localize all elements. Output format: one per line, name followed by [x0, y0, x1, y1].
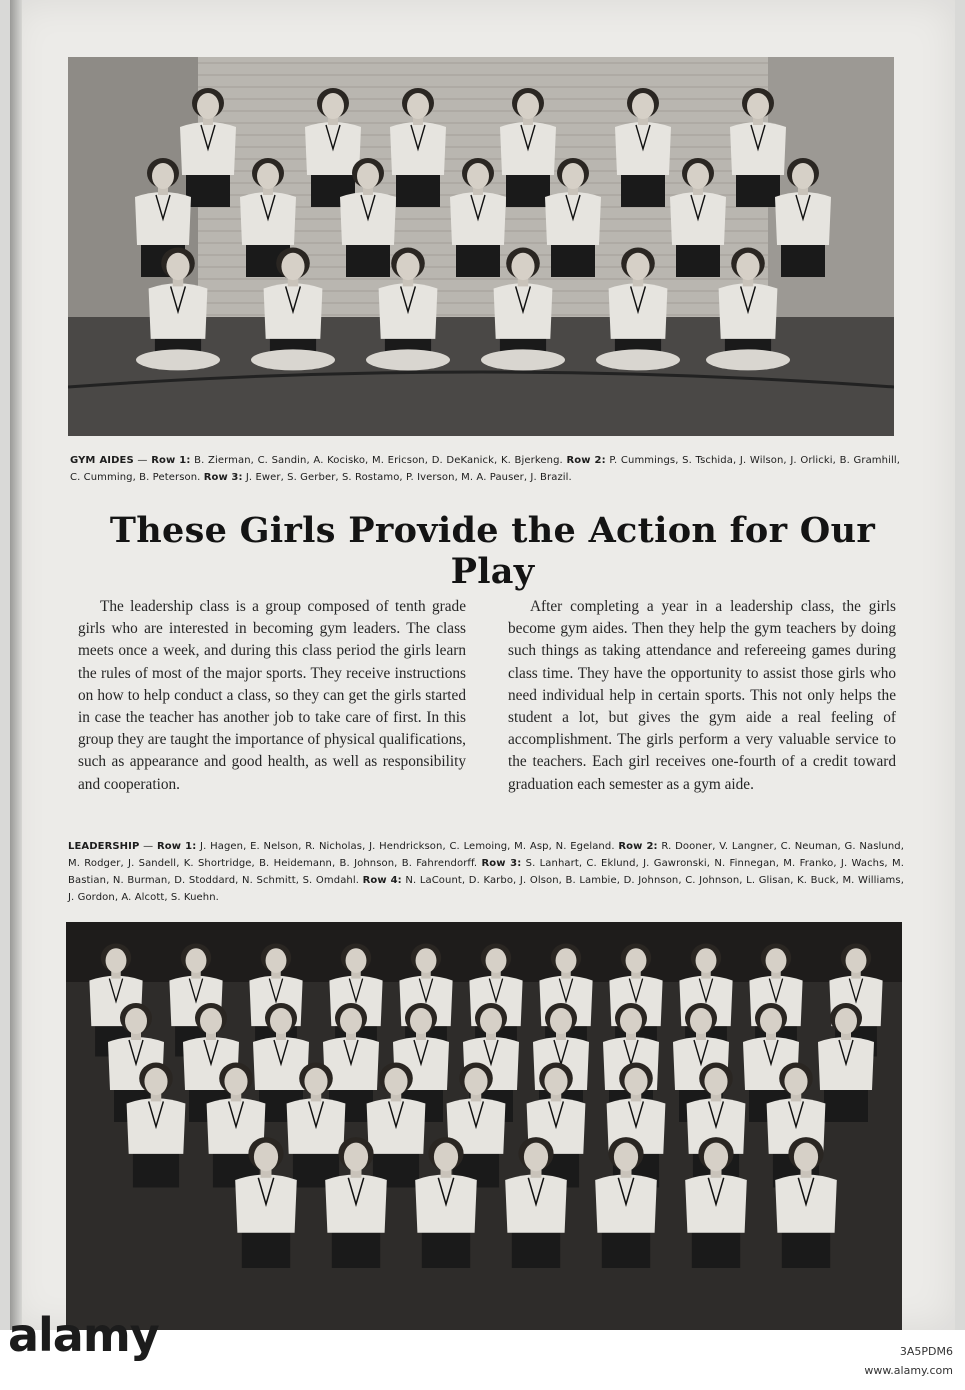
caption-row2: P. Cummings, S. Tschida, J. Wilson, J. Orlicki, B. Gramhill, C. Cumming, B. Peterson. [70, 455, 900, 483]
caption-row4: N. LaCount, D. Karbo, J. Olson, B. Lambie, D. Johnson, C. Johnson, L. Glisan, K. Buck, M. Williams, J. Gordon, A. Alcott, S. Kuehn. [68, 875, 904, 903]
page-binding-shadow [10, 0, 22, 1330]
caption-row1: J. Hagen, E. Nelson, R. Nicholas, J. Hendrickson, C. Lemoing, M. Asp, N. Egeland. [196, 841, 619, 852]
leadership-photo-image [66, 922, 902, 1330]
yearbook-page [10, 0, 955, 1330]
gym-aides-photo [68, 57, 894, 436]
gym-aides-caption: GYM AIDES — Row 1: B. Zierman, C. Sandin, A. Kocisko, M. Ericson, D. DeKanick, K. Bjerkeng. Row 2: P. Cummings, S. Tschida, J. Wilson, J. Orlicki, B. Gramhill, C. Cumming, B. Peterson. Row 3: J. Ewer, S. Gerber, S. Rostamo, P. Iverson, M. A. Pauser, J. Brazil. [70, 455, 900, 483]
caption-row3: S. Lanhart, C. Eklund, J. Gawronski, N. Finnegan, M. Franko, J. Wachs, M. Bastian, N. Burman, D. Stoddard, N. Schmitt, S. Omdahl. [68, 858, 904, 886]
page-headline: These Girls Provide the Action for Our Play [109, 510, 876, 592]
body-left-column: The leadership class is a group composed of tenth grade girls who are interested in becoming gym leaders. The class meets once a week, and during this class period the girls learn the rules of most of the major sports. They receive instructions on how to help conduct a class, so they can get the girls started in case the teacher has another job to take care of first. In this group they are taught the importance of physical qualifications, such as appearance and good health, as well as responsibility and cooperation. [78, 598, 466, 793]
leadership-caption: LEADERSHIP — Row 1: J. Hagen, E. Nelson, R. Nicholas, J. Hendrickson, C. Lemoing, M. Asp, N. Egeland. Row 2: R. Dooner, V. Langner, C. Neuman, G. Naslund, M. Rodger, J. Sandell, K. Shortridge, B. Heidemann, B. Johnson, B. Fahrendorff. Row 3: S. Lanhart, C. Eklund, J. Gawronski, N. Finnegan, M. Franko, J. Wachs, M. Bastian, N. Burman, D. Stoddard, N. Schmitt, S. Omdahl. Row 4: N. LaCount, D. Karbo, J. Olson, B. Lambie, D. Johnson, C. Johnson, L. Glisan, K. Buck, M. Williams, J. Gordon, A. Alcott, S. Kuehn. [68, 841, 904, 903]
caption-row2: R. Dooner, V. Langner, C. Neuman, G. Naslund, M. Rodger, J. Sandell, K. Shortridge, B. Heidemann, B. Johnson, B. Fahrendorff. [68, 841, 904, 869]
watermark-footer [0, 1308, 965, 1390]
watermark-image-id: 3A5PDM6 [899, 1345, 953, 1358]
caption-label: GYM AIDES [70, 455, 134, 466]
body-right-column: After completing a year in a leadership class, the girls become gym aides. Then they help the gym teachers by doing such things as taking attendance and refereeing games during class time. They have the opportunity to assist those girls who need individual help in certain sports. This not only helps the student a lot, but gives the gym aide a real feeling of accomplishment. The girls perform a very valuable service to the teachers. Each girl receives one-fourth of a credit toward graduation each semester as a gym aide. [508, 598, 896, 793]
caption-row3: J. Ewer, S. Gerber, S. Rostamo, P. Iverson, M. A. Pauser, J. Brazil. [242, 472, 572, 483]
caption-row1: B. Zierman, C. Sandin, A. Kocisko, M. Ericson, D. DeKanick, K. Bjerkeng. [190, 455, 567, 466]
leadership-photo [66, 922, 902, 1330]
caption-label: LEADERSHIP [68, 841, 140, 852]
gym-aides-photo-image [68, 57, 894, 436]
watermark-logo: alamy [8, 1308, 159, 1362]
watermark-url: www.alamy.com [864, 1364, 953, 1377]
